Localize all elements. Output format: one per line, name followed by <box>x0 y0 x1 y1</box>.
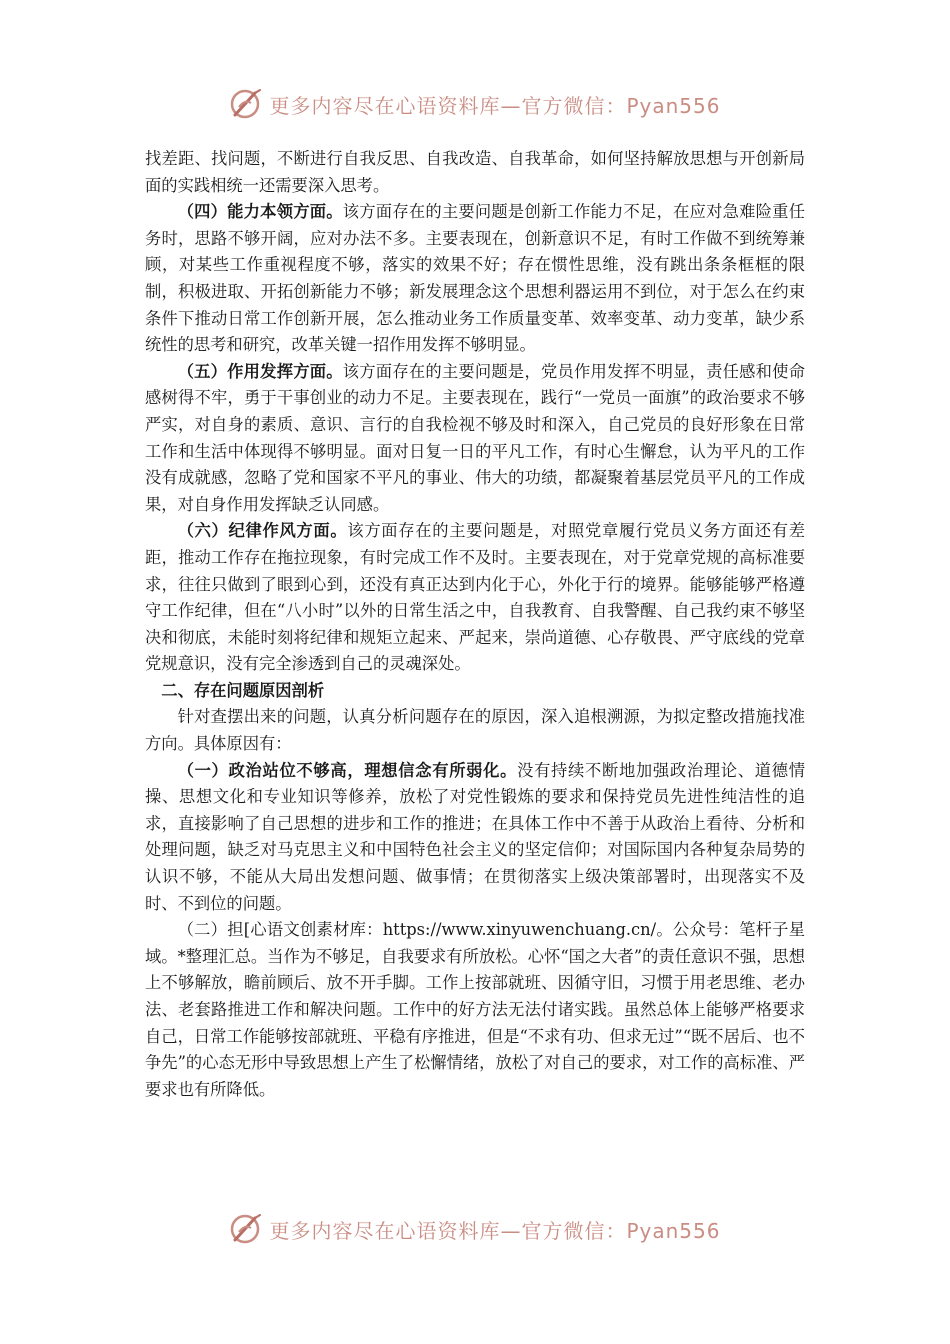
paragraph-role <box>145 359 805 519</box>
paragraph-political-text: 没有持续不断地加强政治理论、道德情操、思想文化和专业知识等修养，放松了对党性锻炼的要求和保持党员先进性纯洁性的追求，直接影响了自己思想的进步和工作的推进；在具体工作中不善于从政治上看待、分析和处理问题，缺乏对马克思主义和中国特色社会主义的坚定信仰；对国际国内各种复杂局势的认识不够，不能从大局出发想问题、做事情；在贯彻落实上级决策部署时，出现落实不及时、不到位的问题。 <box>145 760 805 913</box>
header-banner <box>0 84 950 124</box>
paragraph-role-text: 该方面存在的主要问题是，党员作用发挥不明显，责任感和使命感树得不牢，勇于干事创业的动力不足。主要表现在，践行“一党员一面旗”的政治要求不够严实，对自身的素质、意识、言行的自我检视不够及时和深入，自己党员的良好形象在日常工作和生活中体现得不够明显。面对日复一日的平凡工作，有时心生懈怠，认为平凡的工作没有成就感，忽略了党和国家不平凡的事业、伟大的功绩，都凝聚着基层党员平凡的工作成果，对自身作用发挥缺乏认同感。 <box>145 361 805 514</box>
paragraph-ability <box>145 199 805 359</box>
document-body <box>145 146 805 1103</box>
section-lead-discipline: （六）纪律作风方面。 <box>177 521 348 541</box>
paragraph-causes-intro: 针对查摆出来的问题，认真分析问题存在的原因，深入追根溯源，为拟定整改措施找准方向。具体原因有： <box>145 707 805 754</box>
paragraph-discipline-text: 该方面存在的主要问题是，对照党章履行党员义务方面还有差距，推动工作存在拖拉现象，有时完成工作不及时。主要表现在，对于党章党规的高标准要求，往往只做到了眼到心到，还没有真正达到内化于心，外化于行的境界。能够能够严格遵守工作纪律，但在“八小时”以外的日常生活之中，自我教育、自我警醒、自己我约束不够坚决和彻底，未能时刻将纪律和规矩立起来、严起来，崇尚道德、心存敬畏、严守底线的党章党规意识，没有完全渗透到自己的灵魂深处。 <box>145 521 805 674</box>
section-lead-ability: （四）能力本领方面。 <box>177 202 343 222</box>
paragraph-political <box>145 758 805 918</box>
header-banner-text: 更多内容尽在心语资料库—官方微信：Pyan556 <box>269 93 721 118</box>
pen-logo-icon <box>229 1212 263 1246</box>
pen-logo-icon <box>229 87 263 121</box>
footer-banner <box>0 1209 950 1249</box>
paragraph-responsibility: （二）担[心语文创素材库：https://www.xinyuwenchuang.cn/。公众号：笔杆子星域。*整理汇总。当作为不够足，自我要求有所放松。心怀“国之大者”的责任意识不强，思想上不够解放，瞻前顾后、放不开手脚。工作上按部就班、因循守旧，习惯于用老思维、老办法、老套路推进工作和解决问题。工作中的好方法无法付诸实践。虽然总体上能够严格要求自己，日常工作能够按部就班、平稳有序推进，但是“不求有功、但求无过”“既不居后、也不争先”的心态无形中导致思想上产生了松懈情绪，放松了对自己的要求，对工作的高标准、严要求也有所降低。 <box>145 920 805 1099</box>
section-heading-causes: 二、存在问题原因剖析 <box>161 680 325 700</box>
paragraph-ability-text: 该方面存在的主要问题是创新工作能力不足，在应对急难险重任务时，思路不够开阔，应对办法不多。主要表现在，创新意识不足，有时工作做不到统筹兼顾，对某些工作重视程度不够，落实的效果不好；存在惯性思维，没有跳出条条框框的限制，积极进取、开拓创新能力不够；新发展理念这个思想利器运用不到位，对于怎么在约束条件下推动日常工作创新开展，怎么推动业务工作质量变革、效率变革、动力变革，缺少系统性的思考和研究，改革关键一招作用发挥不够明显。 <box>145 202 805 355</box>
paragraph-discipline <box>145 518 805 678</box>
footer-banner-text: 更多内容尽在心语资料库—官方微信：Pyan556 <box>269 1218 721 1243</box>
section-lead-political: （一）政治站位不够高，理想信念有所弱化。 <box>177 760 518 780</box>
section-lead-role: （五）作用发挥方面。 <box>177 361 343 381</box>
paragraph-continuation: 找差距、找问题，不断进行自我反思、自我改造、自我革命，如何坚持解放思想与开创新局面的实践相统一还需要深入思考。 <box>145 149 805 195</box>
